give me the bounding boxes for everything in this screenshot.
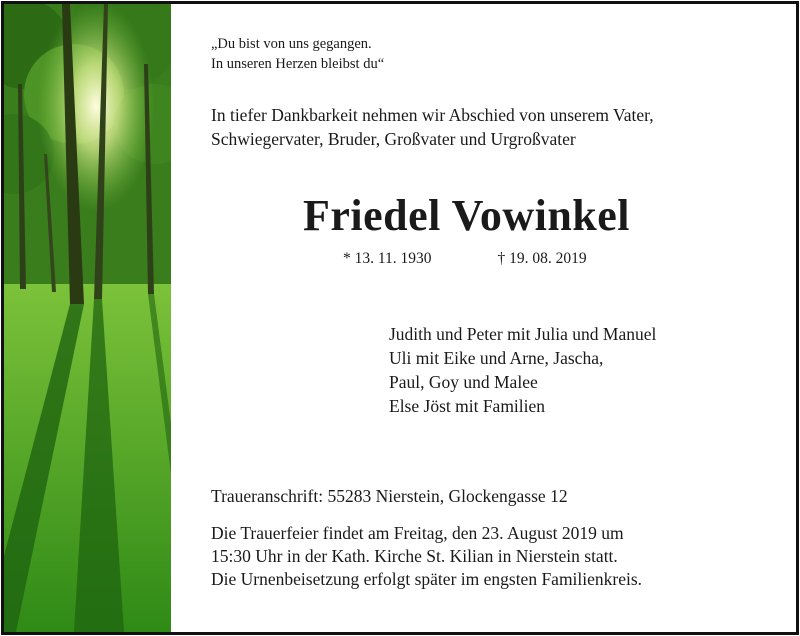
intro-line: Schwiegervater, Bruder, Großvater und Urgroßvater (211, 129, 576, 149)
family-line: Else Jöst mit Familien (389, 396, 546, 416)
family-line: Judith und Peter mit Julia und Manuel (389, 324, 657, 344)
quote-line: „Du bist von uns gegangen. (211, 36, 372, 52)
service-line: Die Trauerfeier findet am Freitag, den 23. August 2019 um (211, 523, 624, 543)
death-date: † 19. 08. 2019 (497, 250, 587, 267)
intro-text (211, 103, 654, 151)
family-list (389, 322, 656, 418)
service-info (211, 522, 642, 591)
quote (211, 34, 384, 74)
forest-illustration (4, 4, 171, 632)
mourning-address: Traueranschrift: 55283 Nierstein, Glockengasse 12 (211, 486, 568, 506)
service-line: Die Urnenbeisetzung erfolgt später im engsten Familienkreis. (211, 569, 643, 589)
obituary-card (1, 1, 799, 635)
family-line: Paul, Goy und Malee (389, 372, 538, 392)
family-line: Uli mit Eike und Arne, Jascha, (389, 348, 604, 368)
life-dates (343, 250, 587, 268)
service-line: 15:30 Uhr in der Kath. Kirche St. Kilian in Nierstein statt. (211, 546, 618, 566)
forest-photo (4, 4, 171, 632)
intro-line: In tiefer Dankbarkeit nehmen wir Abschied von unserem Vater, (211, 105, 654, 125)
deceased-name: Friedel Vowinkel (303, 191, 631, 240)
quote-line: In unseren Herzen bleibst du“ (211, 56, 385, 72)
birth-date: * 13. 11. 1930 (343, 250, 432, 267)
